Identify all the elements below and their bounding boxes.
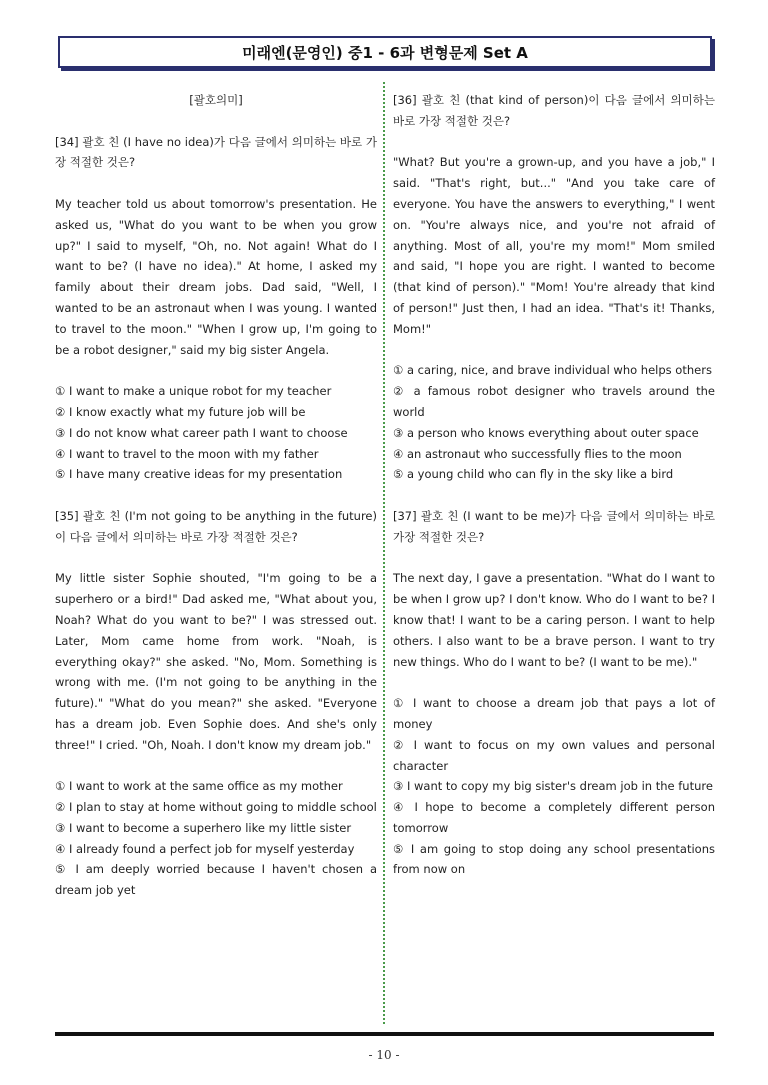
choice-item[interactable]: ③ I want to copy my big sister's dream job in the future bbox=[393, 779, 713, 794]
question-34-choices bbox=[55, 381, 377, 485]
question-37-choices bbox=[393, 693, 715, 880]
column-divider bbox=[383, 82, 385, 1024]
choice-item[interactable]: ② a famous robot designer who travels around the world bbox=[393, 384, 715, 419]
question-36-passage: "What? But you're a grown-up, and you have a job," I said. "That's right, but..." "And you take care of everyone. You have the answers to everything," I went on. "You're always nice, and you're not afraid of anything. Most of all, you're my mom!" Mom smiled and said, "I hope you are right. I wanted to become (that kind of person)." "Mom! You're already that kind of person!" Just then, I had an idea. "That's it! Thanks, Mom!" bbox=[393, 155, 715, 336]
choice-item[interactable]: ④ I hope to become a completely different person tomorrow bbox=[393, 800, 715, 835]
question-34-passage: My teacher told us about tomorrow's presentation. He asked us, "What do you want to be when you grow up?" I said to myself, "Oh, no. Not again! What do I want to be? (I have no idea)." At home, I asked my family about their dream jobs. Dad said, "Well, I wanted to be an astronaut when I was young. I wanted to travel to the moon." "When I grow up, I'm going to be a robot designer," said my big sister Angela. bbox=[55, 196, 377, 357]
choice-item[interactable]: ⑤ I have many creative ideas for my presentation bbox=[55, 467, 343, 482]
section-heading: [괄호의미] bbox=[189, 93, 243, 107]
choice-item[interactable]: ⑤ I am going to stop doing any school presentations from now on bbox=[393, 841, 715, 877]
choice-item[interactable]: ② I plan to stay at home without going to middle school bbox=[55, 800, 377, 815]
choice-item[interactable]: ⑤ I am deeply worried because I haven't chosen a dream job yet bbox=[55, 862, 377, 898]
page-number: - 10 - bbox=[368, 1048, 400, 1062]
question-37-passage: The next day, I gave a presentation. "What do I want to be when I grow up? I don't know. Who do I want to be? I know that! I want to be a caring person. I want to help others. I also want to be a brave person. I want to try new things. Who do I want to be? (I want to be me)." bbox=[393, 571, 715, 669]
question-36-prompt: [36] 괄호 친 (that kind of person)이 다음 글에서 의미하는 바로 가장 적절한 것은? bbox=[393, 93, 715, 128]
question-34-prompt: [34] 괄호 친 (I have no idea)가 다음 글에서 의미하는 바로 가장 적절한 것은? bbox=[55, 134, 377, 170]
choice-item[interactable]: ③ a person who knows everything about outer space bbox=[393, 425, 699, 440]
choice-item[interactable]: ① I want to work at the same office as my mother bbox=[55, 779, 343, 794]
choice-item[interactable]: ② I want to focus on my own values and personal character bbox=[393, 737, 715, 773]
choice-item[interactable]: ① I want to make a unique robot for my teacher bbox=[55, 384, 332, 399]
page-title: 미래엔(문영인) 중1 - 6과 변형문제 Set A bbox=[58, 36, 712, 68]
footer-rule bbox=[55, 1032, 714, 1036]
right-column bbox=[393, 90, 715, 901]
question-35-choices bbox=[55, 776, 377, 901]
left-column bbox=[55, 90, 377, 922]
question-37-prompt: [37] 괄호 친 (I want to be me)가 다음 글에서 의미하는 바로 가장 적절한 것은? bbox=[393, 508, 715, 544]
choice-item[interactable]: ④ I want to travel to the moon with my father bbox=[55, 446, 319, 461]
choice-item[interactable]: ④ an astronaut who successfully flies to the moon bbox=[393, 446, 682, 461]
choice-item[interactable]: ⑤ a young child who can fly in the sky like a bird bbox=[393, 467, 674, 482]
choice-item[interactable]: ① I want to choose a dream job that pays a lot of money bbox=[393, 696, 715, 731]
choice-item[interactable]: ② I know exactly what my future job will be bbox=[55, 404, 306, 419]
question-35-passage: My little sister Sophie shouted, "I'm going to be a superhero or a bird!" Dad asked me, "What about you, Noah? What do you want to be?" I was stressed out. Later, Mom came home from work. "Noah, is everything okay?" she asked. "No, Mom. Something is wrong with me. (I'm not going to be anything in the future)." "What do you mean?" she asked. "Everyone has a dream job. Even Sophie does. And she's only three!" I cried. "Oh, Noah. I don't know my dream job." bbox=[55, 571, 377, 752]
choice-item[interactable]: ③ I do not know what career path I want to choose bbox=[55, 425, 348, 440]
choice-item[interactable]: ④ I already found a perfect job for myself yesterday bbox=[55, 841, 355, 856]
choice-item[interactable]: ① a caring, nice, and brave individual who helps others bbox=[393, 363, 712, 378]
question-36-choices bbox=[393, 360, 715, 485]
question-35-prompt: [35] 괄호 친 (I'm not going to be anything in the future)이 다음 글에서 의미하는 바로 가장 적절한 것은? bbox=[55, 508, 377, 544]
choice-item[interactable]: ③ I want to become a superhero like my little sister bbox=[55, 820, 352, 835]
